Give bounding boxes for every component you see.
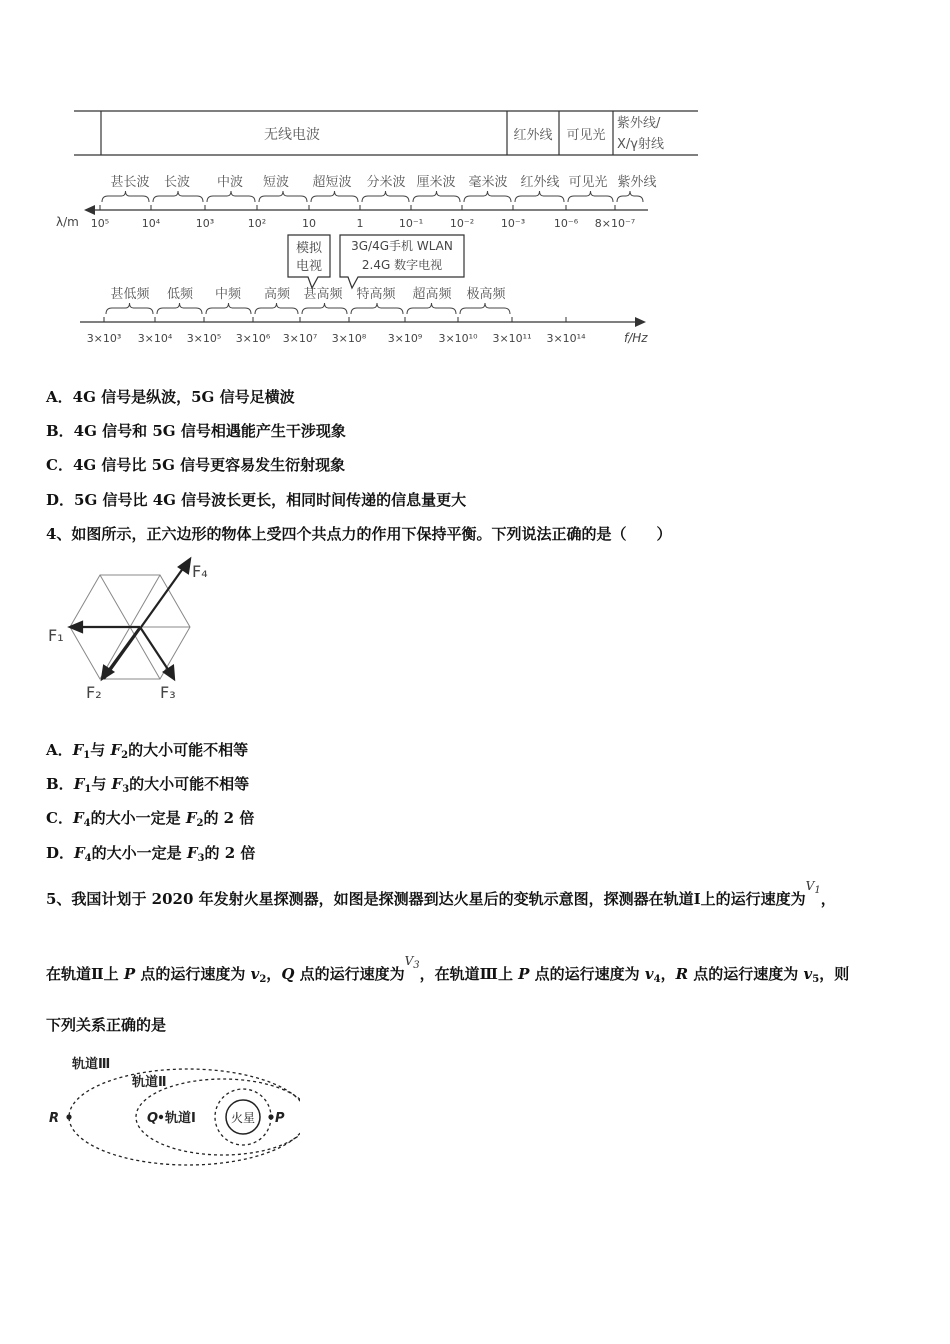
wave-name: 紫外线: [617, 175, 657, 190]
wave-name: 长波: [163, 175, 191, 190]
freq-brace-row: [106, 303, 510, 314]
svg-text:模拟: 模拟: [295, 241, 323, 256]
label-r: R: [49, 1111, 60, 1126]
wave-name: 中波: [216, 175, 244, 190]
q4-option-a[interactable]: A．$F_1$与 $F_2$的大小可能不相等: [46, 741, 249, 761]
wl-tick-label: 10⁻¹: [398, 217, 424, 230]
wave-brace-row: [102, 191, 643, 202]
freq-tick-label: 3×10⁸: [331, 332, 367, 345]
freq-name: 甚低频: [110, 287, 150, 302]
freq-tick-label: 3×10¹¹: [492, 332, 532, 345]
wave-name-row: [110, 174, 656, 190]
q5-stem-line1: 5、我国计划于 2020 年发射火星探测器，如图是探测器到达火星后的变轨示意图，探测器在轨道Ⅰ上的运行速度为$^{V_1}$，: [46, 879, 836, 908]
freq-tick-label: 3×10¹⁰: [438, 332, 478, 345]
q3-option-d[interactable]: D．5G 信号比 4G 信号波长更长，相同时间传递的信息量更大: [46, 491, 467, 509]
freq-tick-label: 3×10¹⁴: [546, 332, 586, 345]
wl-tick-label: 10⁴: [141, 217, 161, 230]
wave-name: 甚长波: [110, 175, 150, 190]
wl-tick-label: 10⁻⁶: [553, 217, 579, 230]
freq-tick-label: 3×10⁶: [235, 332, 271, 345]
point-q: [159, 1115, 163, 1119]
orbit-diagram: [40, 1045, 300, 1175]
q5-stem-line2: 在轨道Ⅱ上 P 点的运行速度为 $v_2$，Q 点的运行速度为$^{V_3}$，在轨道Ⅲ上 P 点的运行速度为 $v_4$，R 点的运行速度为 $v_5$，则: [46, 954, 850, 985]
force-f3-arrow: [140, 627, 169, 671]
q3-option-c[interactable]: C．4G 信号比 5G 信号更容易发生衍射现象: [46, 456, 346, 474]
q3-option-b[interactable]: B．4G 信号和 5G 信号相遇能产生干涉现象: [46, 422, 346, 440]
freq-name: 低频: [166, 287, 194, 302]
label-f3: F₃: [160, 683, 176, 702]
spectrum-diagram: [0, 0, 950, 360]
freq-name: 特高频: [356, 287, 396, 302]
wave-name: 毫米波: [468, 175, 508, 190]
label-p: P: [275, 1111, 285, 1126]
wave-name: 红外线: [520, 175, 560, 190]
freq-name: 甚高频: [303, 287, 343, 302]
svg-text:3G/4G手机 WLAN: 3G/4G手机 WLAN: [351, 239, 453, 253]
label-f2: F₂: [86, 683, 102, 702]
wl-tick-label: 10³: [195, 217, 215, 230]
point-p: [268, 1114, 273, 1119]
frequency-ticks: [87, 317, 586, 345]
freq-name: 中频: [214, 287, 242, 302]
wl-tick-label: 10⁻²: [449, 217, 475, 230]
freq-name-row: [110, 286, 506, 302]
label-orbit-1: 轨道Ⅰ: [165, 1111, 196, 1126]
q3-option-a[interactable]: A．4G 信号是纵波，5G 信号足横波: [46, 388, 295, 406]
callout-mobile: [340, 235, 464, 288]
wave-name: 短波: [262, 175, 290, 190]
q4-option-b[interactable]: B．$F_1$与 $F_3$的大小可能不相等: [46, 775, 250, 795]
band-uv-1: 紫外线/: [617, 116, 661, 131]
wavelength-axis-label: λ/m: [56, 215, 79, 229]
label-orbit-3: 轨道Ⅲ: [72, 1057, 111, 1072]
wl-tick-label: 1: [356, 217, 364, 230]
wave-name: 可见光: [568, 175, 608, 190]
q4-option-c[interactable]: C．$F_4$的大小一定是 $F_2$的 2 倍: [46, 809, 255, 829]
wl-tick-label: 10⁵: [90, 217, 110, 230]
frequency-axis-arrow: [635, 317, 646, 327]
band-infrared: 红外线: [513, 128, 553, 143]
wave-name: 超短波: [312, 175, 352, 190]
wl-tick-label: 10²: [247, 217, 267, 230]
label-orbit-2: 轨道Ⅱ: [132, 1075, 167, 1090]
label-f1: F₁: [48, 626, 64, 645]
mars-label: 火星: [230, 1111, 256, 1125]
freq-name: 超高频: [412, 287, 452, 302]
wavelength-ticks: [91, 205, 635, 230]
label-f4: F₄: [192, 562, 208, 581]
wavelength-axis-arrow: [84, 205, 95, 215]
freq-tick-label: 3×10⁷: [282, 332, 318, 345]
freq-tick-label: 3×10⁹: [387, 332, 423, 345]
q5-stem-line3: 下列关系正确的是: [46, 1016, 167, 1034]
freq-tick-label: 3×10³: [86, 332, 122, 345]
freq-name: 极高频: [466, 287, 506, 302]
band-visible: 可见光: [566, 128, 606, 143]
svg-text:2.4G 数字电视: 2.4G 数字电视: [361, 258, 443, 272]
q4-option-d[interactable]: D．$F_4$的大小一定是 $F_3$的 2 倍: [46, 844, 256, 864]
svg-text:电视: 电视: [295, 259, 323, 274]
wl-tick-label: 10: [302, 217, 316, 230]
point-r: [66, 1114, 71, 1119]
wave-name: 分米波: [366, 175, 406, 190]
hexagon-force-diagram: [40, 555, 240, 705]
q4-stem: 4、如图所示，正六边形的物体上受四个共点力的作用下保持平衡。下列说法正确的是（ ）: [46, 525, 672, 543]
freq-name: 高频: [263, 287, 291, 302]
band-uv-2: X/γ射线: [617, 137, 664, 152]
label-q: Q: [147, 1111, 159, 1126]
force-f4-arrow: [104, 567, 184, 679]
wl-tick-label: 10⁻³: [500, 217, 526, 230]
band-radio: 无线电波: [264, 127, 320, 143]
frequency-axis-label: f/Hz: [624, 331, 648, 345]
freq-tick-label: 3×10⁵: [186, 332, 222, 345]
wave-name: 厘米波: [416, 175, 456, 190]
wl-tick-label: 8×10⁻⁷: [594, 217, 636, 230]
freq-tick-label: 3×10⁴: [137, 332, 173, 345]
callout-analog-tv: [288, 235, 330, 288]
